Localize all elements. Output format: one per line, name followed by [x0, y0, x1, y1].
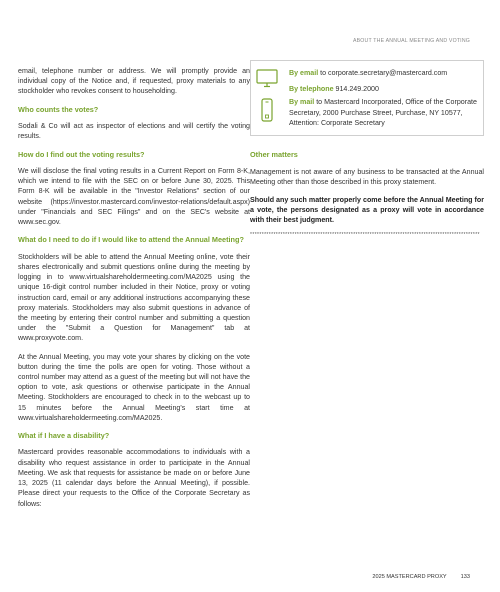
email-value[interactable]: to corporate.secretary@mastercard.com	[318, 69, 448, 77]
footer-title: 2025 MASTERCARD PROXY	[372, 574, 447, 580]
paragraph-other-matters: Management is not aware of any business to be transacted at the Annual Meeting other than those described in this proxy statement.	[250, 167, 484, 186]
contact-mail-text	[279, 97, 477, 128]
householding-paragraph: email, telephone number or address. We will promptly provide an individual copy of the Notice and, if requested, proxy materials to any stockholder who revokes consent to householding.	[18, 67, 250, 96]
paragraph-disability: Mastercard provides reasonable accommodations to individuals with a disability who request assistance in order to participate in the Annual Meeting. We ask that requests for assistance be made on or before June 13, 2025 (11 calendar days before the Annual Meeting), if possible. Please direct your requests to the Office of the Corporate Secretary as follows:	[18, 448, 250, 508]
paragraph-best-judgment: Should any such matter properly come before the Annual Meeting for a vote, the persons designated as a proxy will vote in accordance with their best judgment.	[250, 195, 484, 225]
asterisk-divider: **************************************************************************************************	[250, 231, 480, 238]
page-footer	[372, 574, 470, 580]
page-number: 133	[460, 574, 470, 580]
computer-icon	[255, 68, 279, 88]
paragraph-voting-results: We will disclose the final voting results in a Current Report on Form 8-K, which we intend to file with the SEC on or before June 30, 2025. This Form 8-K will be available in the "Investor Relations" section of our website (https://investor.mastercard.com/investor-relations/default.aspx) under "Financials and SEC Filings" and on the SEC's website at www.sec.gov.	[18, 167, 250, 227]
phone-icon	[255, 97, 279, 122]
contact-email-text	[279, 68, 477, 94]
telephone-value: 914.249.2000	[333, 85, 379, 94]
contact-box	[250, 60, 484, 136]
paragraph-attend-online: Stockholders will be able to attend the Annual Meeting online, vote their shares electronically and submit questions online during the meeting by logging in to www.virtualshareholdermeeting.com/MA2025 using the unique 16-digit control number included in their Notice, proxy or voting instruction card, email or any additional instructions accompanying these proxy materials. Stockholders may also submit questions in advance of the meeting by entering their control number and submitting a question under the "Submit a Question for Management" tab at www.proxyvote.com.	[18, 252, 250, 343]
left-column	[18, 66, 250, 517]
telephone-label: By telephone	[289, 85, 334, 94]
contact-email-row	[255, 68, 477, 94]
mail-value: to Mastercard Incorporated, Office of the Corporate Secretary, 2000 Purchase Street, Purchase, NY 10577, Attention: Corporate Secretary	[289, 98, 477, 127]
heading-who-counts-votes: Who counts the votes?	[18, 104, 99, 114]
heading-disability: What if I have a disability?	[18, 430, 110, 440]
mail-label: By mail	[289, 98, 315, 107]
paragraph-attend-voting: At the Annual Meeting, you may vote your shares by clicking on the vote button during the time the polls are open for voting. Those without a control number may attend as a guest of the meeting but will not have the option to vote, ask questions or otherwise participate in the Annual Meeting. Stockholders are encouraged to check in to the webcast up to 15 minutes before the Annual Meeting's start time at www.virtualshareholdermeeting.com/MA2025.	[18, 352, 250, 422]
heading-attend-meeting: What do I need to do if I would like to attend the Annual Meeting?	[18, 235, 244, 245]
paragraph-who-counts-votes: Sodali & Co will act as inspector of elections and will certify the voting results.	[18, 122, 250, 141]
right-column	[250, 60, 484, 239]
running-header: ABOUT THE ANNUAL MEETING AND VOTING	[352, 38, 470, 44]
heading-voting-results: How do I find out the voting results?	[18, 149, 145, 159]
email-label: By email	[289, 69, 319, 77]
heading-other-matters: Other matters	[250, 150, 298, 160]
contact-mail-row	[255, 97, 477, 128]
